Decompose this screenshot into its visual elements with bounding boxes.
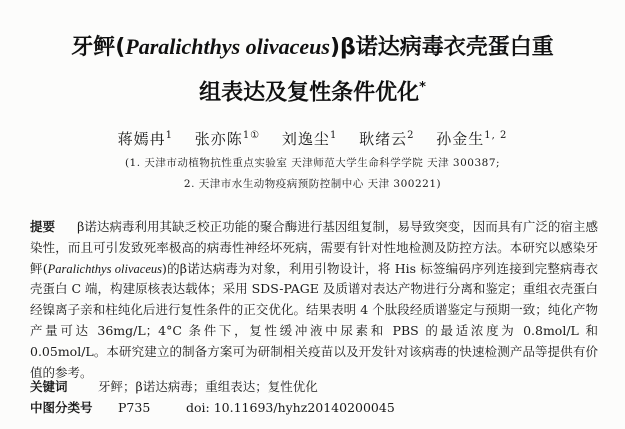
- author-affiliation-mark: 1①: [242, 130, 261, 141]
- author: [282, 130, 337, 148]
- abstract-text-part-2: )的β诺达病毒为对象，利用引物设计，将 His 标签编码序列连接到完整病毒衣壳蛋白 C 端，构建原核表达载体；采用 SDS-PAGE 及质谱对表达产物进行分离和鉴定；重组衣壳蛋白经镍离子亲和柱纯化后进行复性条件的正交优化。结果表明 4 个肽段经质谱鉴定与预期一致；纯化产物产量可达 36mg/L；4°C 条件下，复性缓冲液中尿素和 PBS 的最适浓度为 0.8mol/L 和 0.05mol/L。本研究建立的制备方案可为研制相关疫苗以及开发针对该病毒的快速检测产品等提供有价值的参考。: [30, 260, 598, 380]
- classification-line: [30, 399, 395, 417]
- author-affiliation-mark: 1: [329, 130, 338, 141]
- author: [118, 130, 173, 148]
- abstract-label: 提要: [30, 219, 56, 234]
- author-name: 耿绪云: [359, 130, 408, 148]
- abstract-species-name: Paralichthys olivaceus: [47, 261, 163, 276]
- keywords-label: 关键词: [30, 379, 68, 394]
- title-suffix: )β诺达病毒衣壳蛋白重: [329, 35, 554, 60]
- author-name: 张亦陈: [194, 130, 243, 148]
- title-line-2-text: 组表达及复性条件优化: [199, 80, 420, 106]
- author: [195, 130, 260, 148]
- author-affiliation-mark: 1, 2: [484, 130, 508, 141]
- paper-title-line-2: [20, 71, 605, 110]
- classification-code: P735: [118, 400, 151, 415]
- affiliation-line-2: 2. 天津市水生动物疫病预防控制中心 天津 300221): [183, 178, 442, 190]
- doi-text: doi: 10.11693/hyhz20140200045: [186, 400, 395, 415]
- author-affiliation-mark: 2: [407, 130, 415, 141]
- abstract-text-part-1: β诺达病毒利用其缺乏校正功能的聚合酶进行基因组复制，易导致突变，因而具有广泛的宿主感染性，而且可引发致死率极高的病毒性神经坏死病，需要有针对性地检测及防控方法。本研究以感染牙鲆(: [30, 219, 598, 276]
- keywords-line: [30, 378, 318, 396]
- keywords-value: 牙鲆；β诺达病毒；重组表达；复性优化: [98, 379, 318, 394]
- author-name: 蒋嫣冉: [117, 130, 166, 148]
- author-list: [0, 126, 625, 149]
- author: [359, 130, 414, 148]
- title-footnote-mark: *: [419, 80, 426, 95]
- title-prefix: 牙鲆(: [71, 35, 126, 60]
- paper-title-line-1: [20, 30, 605, 65]
- author-affiliation-mark: 1: [165, 130, 174, 141]
- author: [436, 130, 507, 148]
- classification-label: 中图分类号: [30, 400, 93, 415]
- title-species-name: Paralichthys olivaceus: [125, 34, 330, 59]
- author-name: 孙金生: [436, 130, 485, 148]
- affiliation-line-1: (1. 天津市动植物抗性重点实验室 天津师范大学生命科学学院 天津 300387;: [124, 157, 501, 169]
- abstract-paragraph: [30, 217, 598, 383]
- author-name: 刘逸尘: [281, 130, 330, 148]
